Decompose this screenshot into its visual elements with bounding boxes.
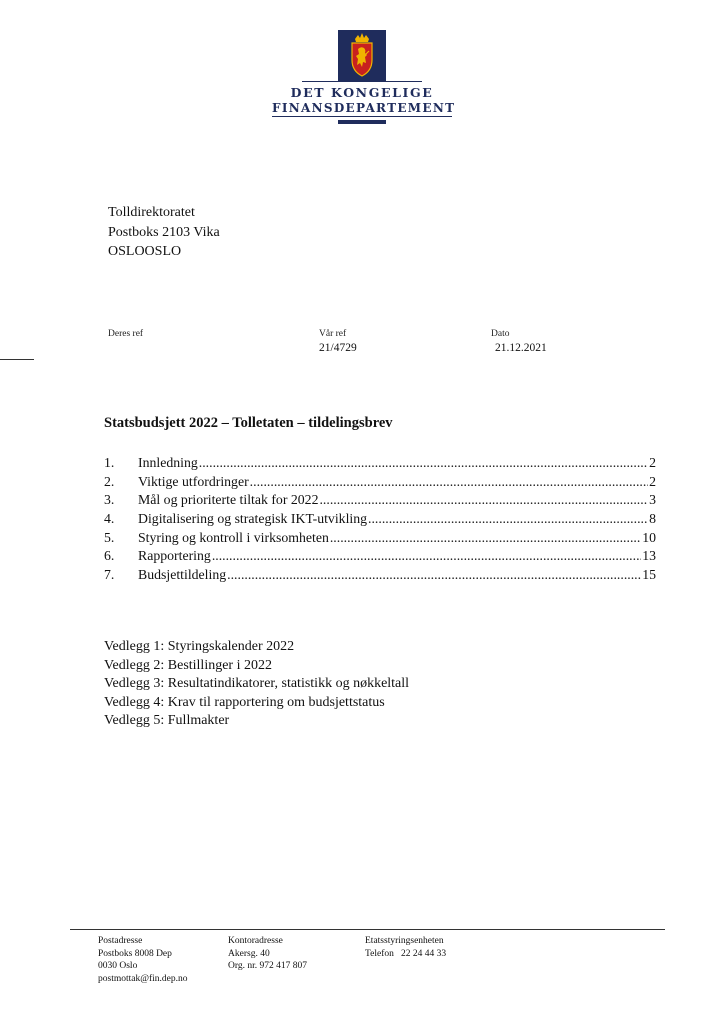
toc-leader	[250, 473, 648, 492]
recipient-address	[108, 203, 220, 262]
recipient-name: Tolldirektoratet	[108, 205, 195, 220]
toc-number: 1.	[104, 455, 115, 470]
toc-label: Budsjettildeling	[138, 567, 227, 583]
toc-number: 3.	[104, 492, 115, 508]
toc-label: Rapportering	[138, 548, 211, 564]
recipient-street: Postboks 2103 Vika	[108, 224, 220, 240]
date-label: Dato	[491, 329, 510, 339]
footer-unit	[365, 935, 446, 960]
appendix-item: Vedlegg 3: Resultatindikatorer, statistikk og nøkkeltall	[104, 676, 410, 692]
footer-postal-line: 0030 Oslo	[98, 961, 138, 972]
logo-text-line1: DET KONGELIGE	[290, 85, 434, 100]
toc-page: 8	[649, 511, 656, 527]
toc-page: 2	[649, 455, 656, 470]
logo-text-line2: FINANSDEPARTEMENT	[272, 101, 456, 115]
toc-page: 15	[642, 567, 656, 583]
toc-label: Digitalisering og strategisk IKT-utvikling	[138, 511, 368, 527]
toc-page: 13	[642, 548, 656, 564]
table-of-contents	[104, 454, 656, 585]
footer-office-label: Kontoradresse	[228, 936, 283, 946]
appendix-item: Vedlegg 4: Krav til rapportering om budsjettstatus	[104, 694, 385, 710]
toc-page: 2	[649, 473, 656, 489]
footer-office-address	[228, 935, 307, 973]
toc-entry	[104, 510, 656, 529]
toc-entry	[104, 566, 656, 585]
toc-label: Innledning	[138, 455, 198, 470]
toc-leader	[199, 454, 648, 473]
fold-mark	[0, 359, 34, 360]
toc-number: 7.	[104, 567, 115, 583]
toc-leader	[227, 566, 641, 585]
toc-leader	[212, 547, 641, 566]
toc-number: 4.	[104, 511, 115, 527]
var-ref-value: 21/4729	[319, 342, 357, 354]
recipient-city: OSLOOSLO	[108, 244, 182, 259]
toc-leader	[330, 529, 641, 548]
footer-postal-label: Postadresse	[98, 936, 143, 946]
footer-phone-value: 22 24 44 33	[401, 948, 447, 959]
toc-label: Mål og prioriterte tiltak for 2022	[138, 492, 319, 508]
appendix-item: Vedlegg 2: Bestillinger i 2022	[104, 657, 272, 673]
toc-entry	[104, 454, 656, 473]
footer-email: postmottak@fin.dep.no	[98, 974, 188, 985]
royal-lion-crest-icon	[338, 30, 386, 82]
footer-divider	[70, 929, 665, 930]
toc-label: Viktige utfordringer	[138, 473, 249, 489]
var-ref-label: Vår ref	[319, 329, 347, 339]
footer-postal-line: Postboks 8008 Dep	[98, 948, 172, 959]
toc-page: 10	[642, 529, 656, 545]
footer-org-number: Org. nr. 972 417 807	[228, 961, 307, 972]
toc-label: Styring og kontroll i virksomheten	[138, 529, 329, 545]
appendix-item: Vedlegg 1: Styringskalender 2022	[104, 639, 295, 654]
toc-entry	[104, 473, 656, 492]
appendix-list	[104, 638, 409, 731]
appendix-item: Vedlegg 5: Fullmakter	[104, 713, 230, 729]
toc-page: 3	[649, 492, 656, 508]
footer-phone	[365, 948, 446, 961]
document-title: Statsbudsjett 2022 – Tolletaten – tildelingsbrev	[104, 415, 393, 431]
toc-leader	[368, 510, 648, 529]
toc-number: 5.	[104, 529, 115, 545]
logo-bar	[338, 120, 386, 124]
footer-phone-label: Telefon	[365, 948, 394, 959]
toc-leader	[319, 491, 648, 510]
footer-office-line: Akersg. 40	[228, 948, 270, 959]
toc-entry	[104, 491, 656, 510]
date-value: 21.12.2021	[495, 342, 547, 354]
ministry-logo	[272, 30, 456, 126]
toc-entry	[104, 529, 656, 548]
toc-entry	[104, 547, 656, 566]
footer-unit-label: Etatsstyringsenheten	[365, 936, 444, 946]
toc-number: 2.	[104, 473, 115, 489]
footer-postal-address	[98, 935, 188, 986]
deres-ref-label: Deres ref	[108, 329, 144, 339]
toc-number: 6.	[104, 548, 115, 564]
